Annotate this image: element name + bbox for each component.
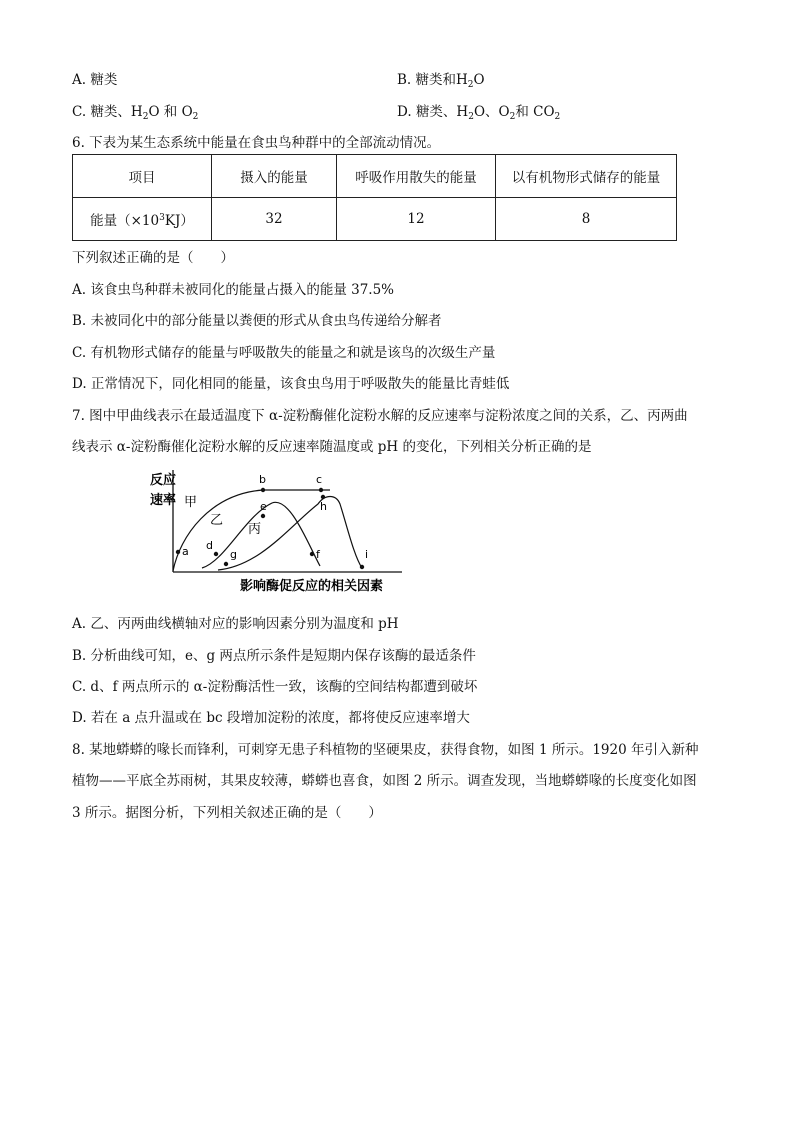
point-b: [261, 488, 265, 492]
q6-option-a: A. 该食虫鸟种群未被同化的能量占摄入的能量 37.5%: [72, 282, 395, 298]
curve-label-bing: 丙: [248, 522, 262, 537]
table-header-cell: 摄入的能量: [212, 155, 337, 198]
point-e: [261, 514, 265, 518]
point-f: [310, 552, 314, 556]
point-g: [224, 562, 228, 566]
q7-option-b: B. 分析曲线可知，e、g 两点所示条件是短期内保存该酶的最适条件: [72, 648, 476, 664]
point-h: [321, 495, 325, 499]
point-label-c: c: [316, 473, 323, 486]
point-label-d: d: [206, 539, 213, 552]
point-label-f: f: [316, 548, 320, 561]
q6-option-b: B. 未被同化中的部分能量以粪便的形式从食虫鸟传递给分解者: [72, 313, 442, 329]
q5-option-d: D. 糖类、$H_2O$、$O_2$和 $CO_2$: [397, 104, 561, 122]
table-header-cell: 项目: [73, 155, 212, 198]
q7-option-a: A. 乙、丙两曲线横轴对应的影响因素分别为温度和 pH: [72, 616, 399, 632]
point-a: [176, 550, 180, 554]
q7-stem-line2: 线表示 α-淀粉酶催化淀粉水解的反应速率随温度或 pH 的变化，下列相关分析正确的是: [72, 439, 592, 455]
table-header-row: [73, 155, 677, 198]
q7-stem-line1: 7. 图中甲曲线表示在最适温度下 α-淀粉酶催化淀粉水解的反应速率与淀粉浓度之间的关系，乙、丙两曲: [72, 408, 688, 424]
energy-table: [72, 154, 677, 241]
q5-option-a: A. 糖类: [72, 72, 118, 88]
y-axis-label-line2: 速率: [150, 493, 177, 508]
point-label-i: i: [365, 548, 369, 561]
curve-label-yi: 乙: [210, 513, 224, 528]
point-i: [360, 565, 364, 569]
point-label-g: g: [230, 548, 237, 561]
q6-option-d: D. 正常情况下，同化相同的能量，该食虫鸟用于呼吸散失的能量比青蛙低: [72, 376, 510, 392]
point-d: [214, 552, 218, 556]
q5-option-b: B. 糖类和$H_2O$: [397, 72, 485, 90]
q6-option-c: C. 有机物形式储存的能量与呼吸散失的能量之和就是该鸟的次级生产量: [72, 345, 496, 361]
point-label-e: e: [260, 500, 267, 513]
q7-option-c: C. d、f 两点所示的 α-淀粉酶活性一致，该酶的空间结构都遭到破坏: [72, 679, 478, 695]
q8-stem-line2: 植物——平底全苏雨树，其果皮较薄，蟒蟒也喜食，如图 2 所示。调查发现，当地蟒蟒喙的长度变化如图: [72, 773, 697, 789]
x-axis-label: 影响酶促反应的相关因素: [240, 579, 384, 594]
point-c: [319, 488, 323, 492]
table-header-cell: 以有机物形式储存的能量: [496, 155, 677, 198]
q5-option-c: C. 糖类、$H_2O$ 和 $O_2$: [72, 104, 199, 122]
q8-stem-line1: 8. 某地蟒蟒的喙长而锋利，可刺穿无患子科植物的坚硬果皮，获得食物，如图 1 所示。1920 年引入新种: [72, 742, 699, 758]
q6-stem: 6. 下表为某生态系统中能量在食虫鸟种群中的全部流动情况。: [72, 135, 441, 151]
y-axis-label-line1: 反应: [150, 473, 177, 488]
table-cell: 32: [212, 198, 337, 241]
curve-label-jia: 甲: [184, 495, 198, 510]
point-label-a: a: [182, 545, 189, 558]
table-cell: 8: [496, 198, 677, 241]
table-header-cell: 呼吸作用散失的能量: [337, 155, 496, 198]
table-row: [73, 198, 677, 241]
table-row-label: 能量$(\times 10^3KJ)$: [73, 198, 212, 241]
table-cell: 12: [337, 198, 496, 241]
point-label-h: h: [320, 500, 327, 513]
q6-prompt: 下列叙述正确的是（ ）: [72, 250, 234, 266]
point-label-b: b: [259, 473, 266, 486]
q8-stem-line3: 3 所示。据图分析，下列相关叙述正确的是（ ）: [72, 805, 382, 821]
q7-option-d: D. 若在 a 点升温或在 bc 段增加淀粉的浓度，都将使反应速率增大: [72, 710, 470, 726]
enzyme-reaction-figure: [140, 466, 410, 596]
